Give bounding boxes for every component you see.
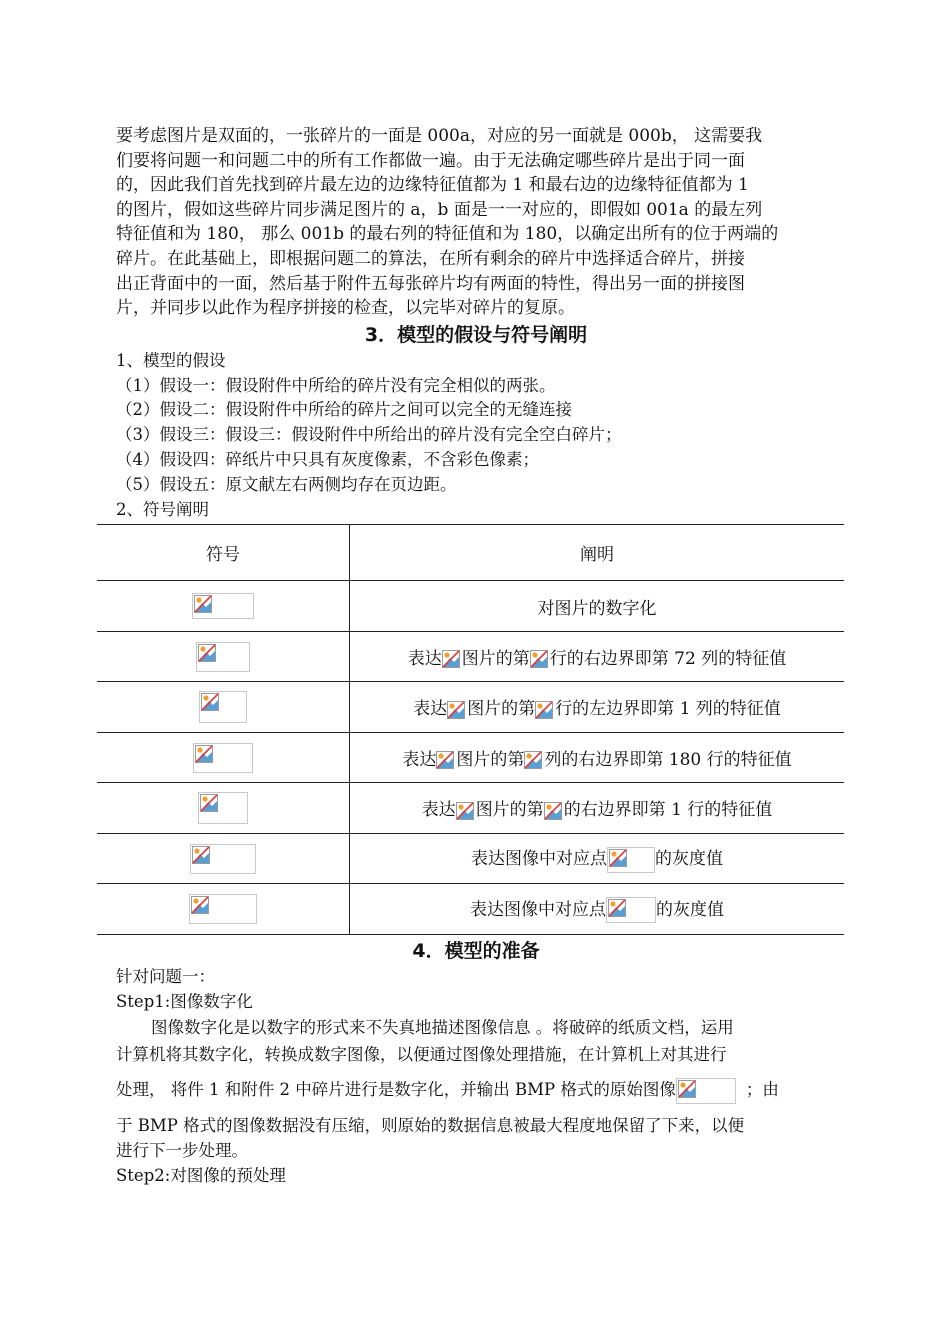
broken-image-icon (196, 642, 250, 672)
assumption-item: （1）假设一：假设附件中所给的碎片没有完全相似的两张。 (116, 375, 556, 395)
broken-image-icon (447, 700, 467, 720)
symbol-description: 行的左边界即第 1 列的特征值 (555, 699, 781, 720)
paragraph-line: 要考虑图片是双面的，一张碎片的一面是 000a，对应的另一面就是 000b， 这需要我 (116, 126, 763, 146)
symbol-description: 列的右边界即第 180 行的特征值 (544, 749, 792, 770)
paragraph-line: 碎片。在此基础上，即根据问题二的算法，在所有剩余的碎片中选择适合碎片，拼接 (116, 248, 745, 269)
symbol-description: 表达 (407, 648, 442, 669)
broken-image-icon (606, 897, 656, 923)
step1-line-text: 处理， 将件 1 和附件 2 中碎片进行是数字化，并输出 BMP 格式的原始图像 (116, 1080, 676, 1100)
symbol-description: 的右边界即第 1 行的特征值 (563, 800, 773, 821)
broken-image-icon (524, 750, 544, 770)
step1-line: 于 BMP 格式的图像数据没有压缩，则原始的数据信息被最大程度地保留了下来，以便 (116, 1116, 745, 1136)
table-row (97, 833, 844, 884)
symbol-description: 的灰度值 (655, 849, 723, 870)
document-page (116, 124, 836, 1189)
table-row (97, 631, 844, 682)
symbol-description: 表达 (402, 749, 437, 770)
table-row (97, 783, 844, 834)
paragraph-line: 片，并同步以此作为程序拼接的检查，以完毕对碎片的复原。 (116, 298, 575, 319)
step1-line: 计算机将其数字化，转换成数字图像，以便通过图像处理措施，在计算机上对其进行 (116, 1045, 727, 1065)
header-description: 阐明 (350, 525, 845, 581)
broken-image-icon (442, 649, 462, 669)
symbols-subtitle: 2、符号阐明 (116, 499, 209, 519)
broken-image-icon (676, 1078, 736, 1104)
table-header-row (97, 525, 844, 581)
symbol-description: 图片的第 (461, 648, 530, 669)
step2-title: Step2:对图像的预处理 (116, 1166, 286, 1186)
broken-image-icon (607, 847, 655, 873)
section-4-title: 4．模型的准备 (412, 939, 540, 962)
broken-image-icon (544, 801, 564, 821)
assumption-item: （5）假设五：原文献左右两侧均存在页边距。 (116, 474, 457, 494)
table-row (97, 732, 844, 783)
step1-line-with-image (116, 1068, 836, 1112)
symbol-description: 表达 (421, 800, 456, 821)
symbol-description: 表达 (413, 699, 448, 720)
paragraph-line: 出正背面中的一面，然后基于附件五每张碎片均有两面的特性，得出另一面的拼接图 (116, 273, 745, 294)
table-row (97, 884, 844, 935)
symbol-description: 表达图像中对应点 (471, 849, 607, 870)
broken-image-icon (535, 700, 555, 720)
broken-image-icon (198, 792, 248, 824)
symbol-description: 行的右边界即第 72 列的特征值 (549, 648, 787, 669)
step1-line: 图像数字化是以数字的形式来不失真地描述图像信息 。将破碎的纸质文档，运用 (151, 1018, 734, 1038)
paragraph-line: 的，因此我们首先找到碎片最左边的边缘特征值都为 1 和最右边的边缘特征值都为 1 (116, 175, 749, 196)
broken-image-icon (189, 894, 257, 924)
symbol-description: 的灰度值 (656, 899, 724, 920)
assumptions-subtitle: 1、模型的假设 (116, 350, 226, 370)
symbol-description: 表达图像中对应点 (470, 899, 606, 920)
broken-image-icon (193, 743, 253, 773)
assumption-item: （4）假设四：碎纸片中只具有灰度像素，不含彩色像素； (116, 449, 539, 469)
paragraph-line: 的图片，假如这些碎片同步满足图片的 a，b 面是一一对应的，即假如 001a 的最左列 (116, 199, 763, 220)
header-symbol: 符号 (97, 525, 350, 581)
symbol-description: 图片的第 (456, 749, 525, 770)
symbol-description: 对图片的数字化 (537, 598, 657, 619)
step1-line: 进行下一步处理。 (116, 1141, 248, 1161)
section-3-title: 3．模型的假设与符号阐明 (364, 323, 588, 346)
symbol-description: 图片的第 (467, 699, 536, 720)
broken-image-icon (192, 593, 254, 619)
symbol-description: 图片的第 (475, 800, 544, 821)
broken-image-icon (436, 750, 456, 770)
step1-title: Step1:图像数字化 (116, 991, 253, 1011)
symbol-table (97, 524, 844, 935)
broken-image-icon (456, 801, 476, 821)
assumption-item: （2）假设二：假设附件中所给的碎片之间可以完全的无缝连接 (116, 400, 572, 420)
broken-image-icon (190, 844, 256, 874)
table-row (97, 581, 844, 632)
intro-paragraph (116, 124, 836, 321)
problem-label: 针对问题一： (116, 966, 215, 986)
paragraph-line: 特征值和为 180， 那么 001b 的最右列的特征值和为 180，以确定出所有的位于两端的 (116, 224, 779, 245)
broken-image-icon (199, 691, 247, 723)
broken-image-icon (530, 649, 550, 669)
assumption-item: （3）假设三：假设三：假设附件中所给出的碎片没有完全空白碎片； (116, 425, 622, 445)
step1-line-text: ；由 (745, 1080, 779, 1100)
paragraph-line: 们要将问题一和问题二中的所有工作都做一遍。由于无法确定哪些碎片是出于同一面 (116, 150, 745, 171)
table-row (97, 682, 844, 733)
